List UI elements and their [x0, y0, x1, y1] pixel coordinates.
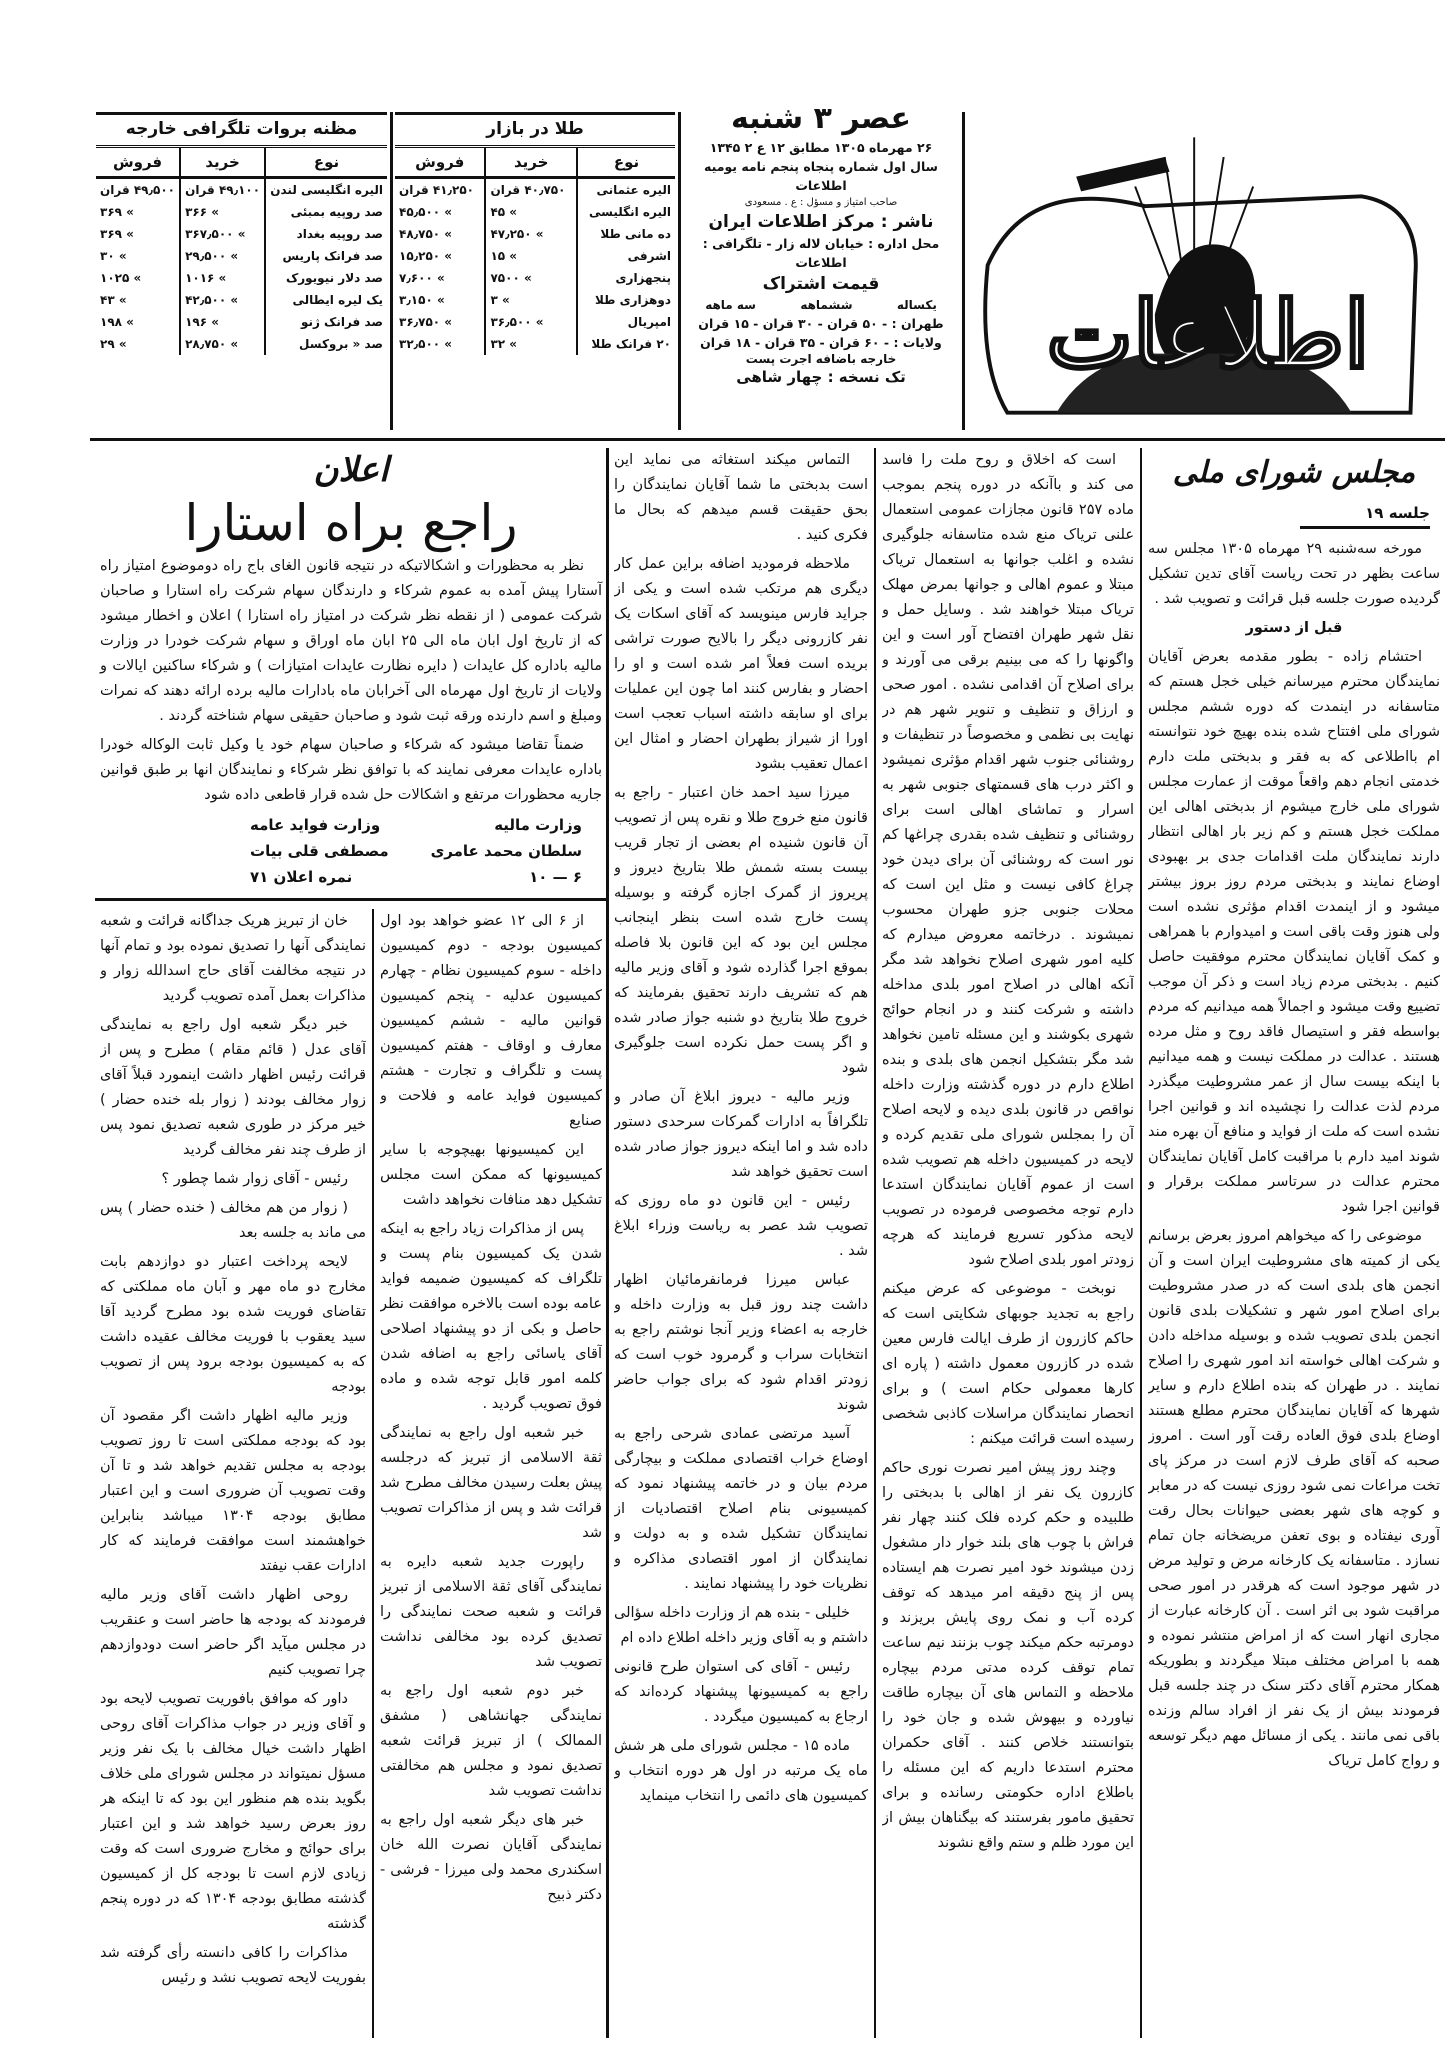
table-row [96, 245, 387, 267]
table-row [395, 178, 675, 202]
row-label: امپریال [577, 311, 675, 333]
paragraph: احتشام زاده - بطور مقدمه بعرض آقایان نمایندگان محترم میرسانم خیلی خجل هستم که متاسفانه در اینمدت که دوره ششم مجلس شورای ملی افتتاح شده بنده بهیچ خود نتوانسته ام بااطلاعی که به فقر و بدبختی ملت دارم خدمتی انجام دهم واقعاً موقت از عمارت مجلس شورای ملی خارج میشوم از بدبختی اهالی این مملکت خجل هستم و کم زیر بار اهالی انتظار دارند نمایندگان ملت اقدامات جدی بر بهبودی اوضاع نمایند و بدبختی مردم روز بروز بیشتر میشود و از اینمدت اقدام مؤثری نشده است ولی هنوز وقت باقی است و امیدوارم با همراهی و کمک آقایان نمایندگان محترم موفقیت حاصل کنیم . بدبختی مردم زیاد است و ذکر آن موجب تضییع وقت میشود و اجمالاً همه میدانیم که مردم بواسطه فقر و استیصال فاقد روح و مثل مرده هستند . عدالت در مملکت نیست و همه میدانیم با اینکه بیست سال از عمر مشروطیت میگذرد مردم لذت عدالت را نچشیده اند و قوانین اجرا نشده است که ملت از فواید و منافع آن بهره مند شوند امید دارم با مراقبت کامل آقایان نمایندگان محترم عدالت در سرتاسر مملکت برقرار و قوانین اجرا شود [1148, 649, 1440, 1215]
paragraph: است که اخلاق و روح ملت را فاسد می کند و باآنکه در دوره پنجم بموجب ماده ۲۵۷ قانون مجازات عمومی استعمال علنی تریاک منع شده متاسفانه جلوگیری نشده و اغلب جوانها به استعمال تریاک مبتلا و عموم اهالی و جوانها بمرض مهلک تریاک مبتلا خواهند شد . وسایل حمل و نقل شهر طهران افتضاح آور است و این واگونها را که می بینیم برقی می آورند و برای اصلاح آن اقدامی نشده . امور صحی و ارزاق و تنظیف و تنویر شهر هم در نهایت بی نظمی و مخصوصاً در تنظیفات و روشنائی جنوب شهر اقدام مؤثری نمیشود و اکثر درب های قسمتهای جنوبی شهر به اسرار و تماشای اهالی است برای روشنائی و تنظیف شده بقدری چراغها کم نور است که روشنائی آن برای دیدن خود چراغ کافی نیست و مثل این است که محلات جنوبی جزو طهران محسوب نمیشوند . درخاتمه معروض میدارم که کلیه امور شهری اصلاح نخواهد شد مگر آنکه اهالی در اصلاح امور بلدی مداخله داشته و شرکت کنند و در انجام حوائج شهری بکوشند و این مسئله تامین نخواهد شد مگر بتشکیل انجمن های بلدی و بنده اطلاع دارم در دوره گذشته وزارت داخله نواقص در قانون بلدی دیده و لایحه اصلاح آن را بمجلس شورای ملی تقدیم کرده و لایحه در کمیسیون داخله هم تصویب شده است از عموم آقایان نمایندگان استدعا دارم توجه مخصوصی فرموده در تصویب لایحه مذکور تسریع فرمایند که هرچه زودتر امور بلدی اصلاح شود [882, 452, 1134, 1268]
newspaper-logo [968, 115, 1440, 435]
paragraph: خبر شعبه اول راجع به نمایندگی ثقة الاسلامی از تبریز که درجلسه پیش بعلت رسیدن مخالف مطرح شد قرائت شد و پس از مذاکرات تصویب شد [380, 1425, 602, 1541]
buy-price: ۴۹٫۱۰۰ قران [180, 178, 265, 202]
row-label: صد « بروکسل [265, 333, 387, 355]
table-row [96, 201, 387, 223]
paragraph: رئیس - این قانون دو ماه روزی که تصویب شد عصر به ریاست وزراء ابلاغ شد . [614, 1193, 868, 1259]
paragraph: لایحه پرداخت اعتبار دو دوازدهم بابت مخارج دو ماه مهر و آبان ماه مملکتی که تقاضای فوریت شده بود مطرح گردید آقا سید یعقوب با فوریت مخالف عقیده داشت که به کمیسیون بودجه برود پس از تصویب بودجه [100, 1254, 366, 1395]
paragraph: ( زوار من هم مخالف ( خنده حضار ) پس می ماند به جلسه بعد [100, 1200, 366, 1241]
table-row [96, 311, 387, 333]
announcement-kicker: اعلان [313, 450, 389, 490]
subscription-title: قیمت اشتراک [762, 274, 880, 294]
table-row [395, 311, 675, 333]
table-row [395, 201, 675, 223]
row-label: پنجهزاری [577, 267, 675, 289]
price-abroad: خارجه باضافه اجرت پست [745, 352, 897, 366]
paragraph: موضوعی را که میخواهم امروز بعرض برسانم یکی از کمیته های مشروطیت ایران است و آن انجمن های بلدی است که در صدر مشروطیت برای اصلاح امور شهر و تشکیلات بلدی قانون انجمن بلدی تصویب شده و بوسیله مداخله دادن و شرکت اهالی خواسته اند امور شهری را اصلاح نمایند . در طهران که بنده اطلاع دارم و سایر شهرها که آقایان نمایندگان محترم مطلع هستند اوضاع بلدی فوق العاده رقت آور است . امروز صحبه که آقای طرف لازم است در مرکز پای تخت مراعات نمی شود روزی نیست که در معابر و کوچه های شهر بعضی حیوانات بحال رقت آوری نیفتاده و بوی تعفن مریضخانه جان تمام نسازد . متاسفانه یک کارخانه مرض و تولید مرض در شهر موجود است که هرقدر در امور صحی مراقبت شود بی اثر است . آن کارخانه عبارت از مجاری انهار است که از امراض منتشر نموده و همه با امراض مختلف مبتلا میگردند و بطوریکه همکار محترم آقای دکتر سنک در چند جلسه قبل فرمودند بیش از یک نفر از افراد سالم وزنده باقی نمی مانند . یکی از مسائل مهم دیگر توسعه و رواج کامل تریاک [1148, 1228, 1440, 1769]
gold-market-table [395, 112, 675, 433]
announcement [100, 448, 602, 898]
column-header: نوع [577, 148, 675, 178]
row-label: ۲۰ فرانک طلا [577, 333, 675, 355]
sell-price: » ۳۲٫۵۰۰ [399, 337, 453, 351]
buy-price: » ۲۹٫۵۰۰ [180, 245, 265, 267]
paragraph: مذاکرات را کافی دانسته رأی گرفته شد بفوریت لایحه تصویب نشد و رئیس [100, 1945, 366, 1986]
issue-date: ۲۶ مهرماه ۱۳۰۵ مطابق ۱۲ ع ۲ ۱۳۴۵ [709, 140, 933, 155]
buy-price: » ۴۷٫۲۵۰ [485, 223, 577, 245]
sell-price: » ۴۳ [100, 293, 127, 307]
table-row [395, 267, 675, 289]
row-label: صد فرانک ژنو [265, 311, 387, 333]
paragraph: مورخه سه‌شنبه ۲۹ مهرماه ۱۳۰۵ مجلس سه ساعت بظهر در تحت ریاست آقای تدین تشکیل گردیده صورت جلسه قبل قرائت و تصویب شد . [1148, 541, 1440, 607]
sell-price: » ۳۶۹ [100, 227, 134, 241]
row-label: صد فرانک پاریس [265, 245, 387, 267]
buy-price: » ۱۹۶ [180, 311, 265, 333]
table-row [96, 223, 387, 245]
row-label: الیره انگلیسی [577, 201, 675, 223]
paragraph: روحی اظهار داشت آقای وزیر مالیه فرمودند که بودجه ها حاضر است و عنقریب در مجلس میآید اگر حاضر است دودوازدهم چرا تصویب کنیم [100, 1587, 366, 1678]
announcement-number: نمره اعلان ۷۱ [250, 868, 353, 886]
majlis-column [1148, 448, 1440, 2038]
buy-price: » ۳ [485, 289, 577, 311]
divider [95, 898, 607, 901]
paragraph: ماده ۱۵ - مجلس شورای ملی هر شش ماه یک مرتبه در اول هر دوره انتخاب و کمیسیون های دائمی را انتخاب مینماید [614, 1738, 868, 1804]
paragraph: وزیر مالیه - دیروز ابلاغ آن صادر و تلگرافاً به ادارات گمرکات سرحدی دستور داده شد و اما اینکه دیروز جواز صادر شده است تحقیق خواهد شد [614, 1089, 868, 1180]
paragraph: میرزا سید احمد خان اعتبار - راجع به قانون منع خروج طلا و نقره پس از تصویب آن قانون شنیده ام بعضی از تجار قریب بیست بسته شمش طلا بتاریخ دیروز و پریروز از گمرک اجازه گرفته و بوسیله پست خارج شده است بنظر اینجانب مجلس این بود که این قانون بلا فاصله بموقع اجرا گذارده شود و آقای وزیر مالیه هم که تشریف دارند تحقیق بفرمایند که خروج طلا بتاریخ دو شنبه جواز صادر شده و اگر پست حمل نکرده است جلوگیری شود [614, 785, 868, 1076]
buy-price: » ۳۶٫۵۰۰ [485, 311, 577, 333]
paragraph: راپورت جدید شعبه دایره به نمایندگی آقای ثقة الاسلامی از تبریز قرائت و شعبه صحت نمایندگی را تصدیق کرده بود مخالفی نداشت تصویب شد [380, 1554, 602, 1670]
table-row [96, 178, 387, 202]
paragraph: آسید مرتضی عمادی شرحی راجع به اوضاع خراب اقتصادی مملکت و بیچارگی مردم بیان و در خاتمه پیشنهاد نمود که کمیسیونی بنام اصلاح اقتصادیات از نمایندگان تشکیل شده و به دولت و نمایندگان از امور اقتصادی مذاکره و نظریات خود را پیشنهاد نمایند . [614, 1426, 868, 1592]
row-label: صد روپیه بغداد [265, 223, 387, 245]
sell-price: » ۱۰۲۵ [100, 271, 142, 285]
period-six-month: ششماهه [800, 298, 853, 312]
sell-price: ۴۱٫۲۵۰ قران [399, 183, 474, 197]
sell-price: » ۱۵٫۲۵۰ [399, 249, 453, 263]
buy-price: » ۴۵ [485, 201, 577, 223]
row-label: ده مانی طلا [577, 223, 675, 245]
price-tehran: طهران : - ۵۰ قران - ۳۰ قران - ۱۵ قران [698, 316, 944, 331]
row-label: الیره عثمانی [577, 178, 675, 202]
buy-price: » ۳۶۶ [180, 201, 265, 223]
column-d [380, 909, 602, 2038]
office-address: محل اداره : خیابان لاله زار - تلگرافی : اطلاعات [702, 236, 940, 270]
sell-price: » ۳۶٫۷۵۰ [399, 315, 453, 329]
sell-price: » ۱۹۸ [100, 315, 134, 329]
buy-price: » ۱۵ [485, 245, 577, 267]
row-label: دوهزاری طلا [577, 289, 675, 311]
announcement-title: راجع براه استارا [184, 494, 518, 552]
signature-ministry-finance: وزارت مالیه [494, 816, 582, 834]
table-row [96, 289, 387, 311]
signature-name-public-works: مصطفی قلی بیات [250, 842, 389, 860]
row-label: صد دلار نیویورک [265, 267, 387, 289]
column-e [100, 909, 366, 2038]
column-header: فروش [395, 148, 485, 178]
row-label: اشرفی [577, 245, 675, 267]
paragraph: رئیس - آقای زوار شما چطور ؟ [161, 1171, 348, 1187]
column-c [614, 448, 868, 2038]
buy-price: » ۳۶۷٫۵۰۰ [180, 223, 265, 245]
divider [372, 909, 374, 2038]
masthead-info [683, 100, 959, 388]
sell-price: » ۳٫۱۵۰ [399, 293, 445, 307]
sell-price: » ۴۵٫۵۰۰ [399, 205, 453, 219]
buy-price: ۴۰٫۷۵۰ قران [485, 178, 577, 202]
paragraph: خبر های دیگر شعبه اول راجع به نمایندگی آقایان نصرت الله خان اسکندری محمد ولی میرزا - فرشی - دکتر ذبیح [380, 1812, 602, 1903]
paragraph: خبر دیگر شعبه اول راجع به نمایندگی آقای عدل ( قائم مقام ) مطرح و پس از قرائت رئیس اظهار داشت اینمورد قبلاً آقای زوار مخالف بودند ( زوار بله خنده حضار ) خیر مرکز در طوری شعبه تصدیق نمود پس از طرف چند نفر مخالف گردید [100, 1017, 366, 1158]
table-row [395, 223, 675, 245]
gold-market-title: طلا در بازار [395, 115, 675, 148]
paragraph: وزیر مالیه اظهار داشت اگر مقصود آن بود که بودجه مملکتی است تا روز تصویب بودجه به مجلس تقدیم خواهد شد و تا آن وقت تصویب آن ضروری است و این اعتبار مطابق بودجه ۱۳۰۴ میباشد بنابراین خواهشمند است موافقت فرمایند که کار ادارات عقب نیفتد [100, 1408, 366, 1574]
subheading: قبل از دستور [1245, 620, 1343, 636]
issue-day: عصر ۳ شنبه [730, 101, 912, 136]
publisher-line: ناشر : مرکز اطلاعات ایران [708, 212, 934, 232]
paragraph: این کمیسیونها بهیچوجه با سایر کمیسیونها که ممکن است مجلس تشکیل دهد منافات نخواهد داشت [380, 1142, 602, 1208]
paragraph: وچند روز پیش امیر نصرت نوری حاکم کازرون یک نفر از اهالی با بدبختی را طلبیده و حکم کرده فلک کنند چهار نفر فراش با چوب های بلند خوار دار مشغول زدن میشوند خود امیر نصرت هم ایستاده پس از پنج دقیقه امر میدهد که توقف کرده آب و نمک روی پایش بریزند و دومرتبه حکم میکند چوب بزنند نیم ساعت تمام توقف کرده مدتی مردم بیچاره ملاحظه و التماس های آن بیچاره طاقت نیاورده و بیهوش شده و جان خود را بتوانستند خلاص کنند . آقای حکمران محترم استدعا داریم که این مسئله را باطلاع اداره حکومتی رسانده و برای تحقیق مامور بفرستند که بیگناهان بیش از این مورد ظلم و ستم واقع نشوند [882, 1460, 1134, 1851]
paragraph: خلیلی - بنده هم از وزارت داخله سؤالی داشتم و به آقای وزیر داخله اطلاع داده ام [614, 1605, 868, 1646]
paragraph: از ۶ الی ۱۲ عضو خواهد بود اول کمیسیون بودجه - دوم کمیسیون داخله - سوم کمیسیون نظام - چهارم کمیسیون عدلیه - پنجم کمیسیون قوانین مالیه - ششم کمیسیون معارف و اوقاف - هفتم کمیسیون پست و تلگراف و تجارت - هشتم کمیسیون فواید عامه و فلاحت و صنایع [380, 913, 602, 1129]
paragraph: نظر به محظورات و اشکالاتیکه در نتیجه قانون الغای باج راه دوموضوع امتیاز راه آستارا پیش آمده به عموم شرکاء و دارندگان سهام شرکت راه استارا و صاحبان شرکت عمومی ( از نقطه نظر شرکت در امتیاز راه استارا ) اعلان و اخطار میشود که از تاریخ اول ابان ماه الی ۲۵ ابان ماه اوراق و سهام شرکت خودرا در وزارت مالیه باداره کل عایدات ( دایره نظارت عایدات امتیازات ) و شرکاء ساکنین ایالات و ولایات از تاریخ اول مهرماه الی آخرابان ماه بادارات مالیه برده ارائه دهند که نمرات ومبلغ و اسم دارنده ورقه ثبت شود و صاحبان حقیقی سهام شناخته گردند . [100, 558, 602, 724]
table-row [96, 333, 387, 355]
price-provinces: ولایات : - ۶۰ قران - ۳۵ قران - ۱۸ قران [700, 335, 942, 350]
sell-price: » ۲۹ [100, 337, 127, 351]
majlis-title: مجلس شورای ملی [1172, 455, 1416, 490]
paragraph: نوبخت - موضوعی که عرض میکنم راجع به تجدید جوبهای شکایتی است که حاکم کازرون از طرف ایالت فارس معین شده در کازرون معمول داشته ( پاره ای کارها معمولی حکام است ) و برای انحصار نمایندگان مراسلات کاذبی شخصی رسیده است قرائت میکنم : [882, 1281, 1134, 1447]
paragraph: خبر دوم شعبه اول راجع به نمایندگی جهانشاهی ( مشفق الممالک ) از تبریز قرائت شعبه تصدیق نمود و مجلس هم مخالفتی نداشت تصویب شد [380, 1683, 602, 1799]
period-three-month: سه ماهه [705, 298, 756, 312]
sell-price: » ۳۶۹ [100, 205, 134, 219]
buy-price: » ۳۲ [485, 333, 577, 355]
column-header: خرید [485, 148, 577, 178]
exchange-rates-title: مظنه بروات تلگرافی خارجه [96, 115, 387, 148]
paragraph: عباس میرزا فرمانفرمائیان اظهار داشت چند روز قبل به وزارت داخله و خارجه به اعضاء وزیر آنجا نوشتم راجع به انتخابات سراب و گرمرود خوب است که زودتر اقدام شود که برای جواب حاضر شوند [614, 1272, 868, 1413]
column-b [882, 448, 1134, 2038]
paragraph: خان از تبریز هریک جداگانه قرائت و شعبه نمایندگی آنها را تصدیق نموده بود و تمام آنها در نتیجه مخالفت آقای حاج اسدالله زوار و مذاکرات بعمل آمده تصویب گردید [100, 913, 366, 1004]
sell-price: » ۳۰ [100, 249, 127, 263]
paragraph: ملاحظه فرمودید اضافه براین عمل کار دیگری هم مرتکب شده است و یکی از جراید فارس مینویسد که آقای اسکات یک نفر کازرونی دیگر را بالایح صورت تراشی بریده است فعلاً امر شده است و او را احضار و بفارس کنند اما چون این عملیات برای او سابقه داشته اسباب تعجب است اورا از شیراز بطهران احضار و امثال این اعمال تعقیب بشود [614, 556, 868, 772]
row-label: الیره انگلیسی لندن [265, 178, 387, 202]
single-copy-price: تک نسخه : چهار شاهی [736, 368, 906, 386]
table-row [395, 289, 675, 311]
row-label: یک لیره ایطالی [265, 289, 387, 311]
exchange-rates-table [96, 112, 387, 433]
buy-price: » ۴۲٫۵۰۰ [180, 289, 265, 311]
owner-line: صاحب امتیاز و مسؤل : ع . مسعودی [744, 197, 898, 208]
session-number: جلسه ۱۹ [1300, 504, 1430, 529]
paragraph: پس از مذاکرات زیاد راجع به اینکه شدن یک کمیسیون بنام پست و تلگراف که کمیسیون ضمیمه فواید عامه بوده است بالاخره موافقت نظر حاصل و بکی از دو پیشنهاد اصلاحی آقای یاسائی راجع به اضافه شدن کلمه امور قابل توجه شده و ماده فوق تصویب گردید . [380, 1221, 602, 1412]
column-header: نوع [265, 148, 387, 178]
sell-price: ۴۹٫۵۰۰ قران [100, 183, 175, 197]
paragraph: رئیس - آقای کی استوان طرح قانونی راجع به کمیسیونها پیشنهاد کرده‌اند که ارجاع به کمیسیون میگردد . [614, 1659, 868, 1725]
announcement-date-code: ۶ — ۱۰ [529, 868, 582, 886]
logo-wordmark: اطلاعات [1046, 281, 1370, 389]
buy-price: » ۷۵۰۰ [485, 267, 577, 289]
table-row [96, 267, 387, 289]
buy-price: » ۱۰۱۶ [180, 267, 265, 289]
issue-number: سال اول شماره پنجاه پنجم نامه یومیه اطلاعات [704, 159, 938, 193]
table-row [395, 333, 675, 355]
paragraph: التماس میکند استغاثه می نماید این است بدبختی ما شما آقایان نمایندگان را بحق حقیقت قسم میدهم که بحال ما فکری کنید . [614, 452, 868, 543]
sell-price: » ۷٫۶۰۰ [399, 271, 445, 285]
paragraph: داور که موافق بافوریت تصویب لایحه بود و آقای وزیر در جواب مذاکرات آقای روحی اظهار داشت خیال مخالف با یک نفر وزیر مسؤل نمیتواند در مجلس شورای ملی خلاف بگوید بنده هم منظور این بود که تا اینکه هر روز بعرض رسید خواهد شد و این اعتبار برای حوائج و مخارج ضروری است که وقت زیادی لازم است تا بودجه کل از کمیسیون گذشته مطابق بودجه ۱۳۰۴ که در دوره پنجم گذشته [100, 1691, 366, 1932]
row-label: صد روپیه بمبئی [265, 201, 387, 223]
period-yearly: یکساله [896, 298, 937, 312]
sell-price: » ۴۸٫۷۵۰ [399, 227, 453, 241]
column-header: فروش [96, 148, 180, 178]
column-header: خرید [180, 148, 265, 178]
paragraph: ضمناً تقاضا میشود که شرکاء و صاحبان سهام خود یا وکیل ثابت الوکاله خودرا باداره عایدات معرفی نمایند که با توافق نظر شرکاء و نمایندگان انها بر طبق قوانین جاریه محظورات مرتفع و اشکالات حل شده قرار قاطعی داده شود [100, 737, 602, 803]
table-row [395, 245, 675, 267]
buy-price: » ۲۸٫۷۵۰ [180, 333, 265, 355]
signature-name-finance: سلطان محمد عامری [430, 842, 582, 860]
signature-ministry-public-works: وزارت فواید عامه [250, 816, 381, 834]
